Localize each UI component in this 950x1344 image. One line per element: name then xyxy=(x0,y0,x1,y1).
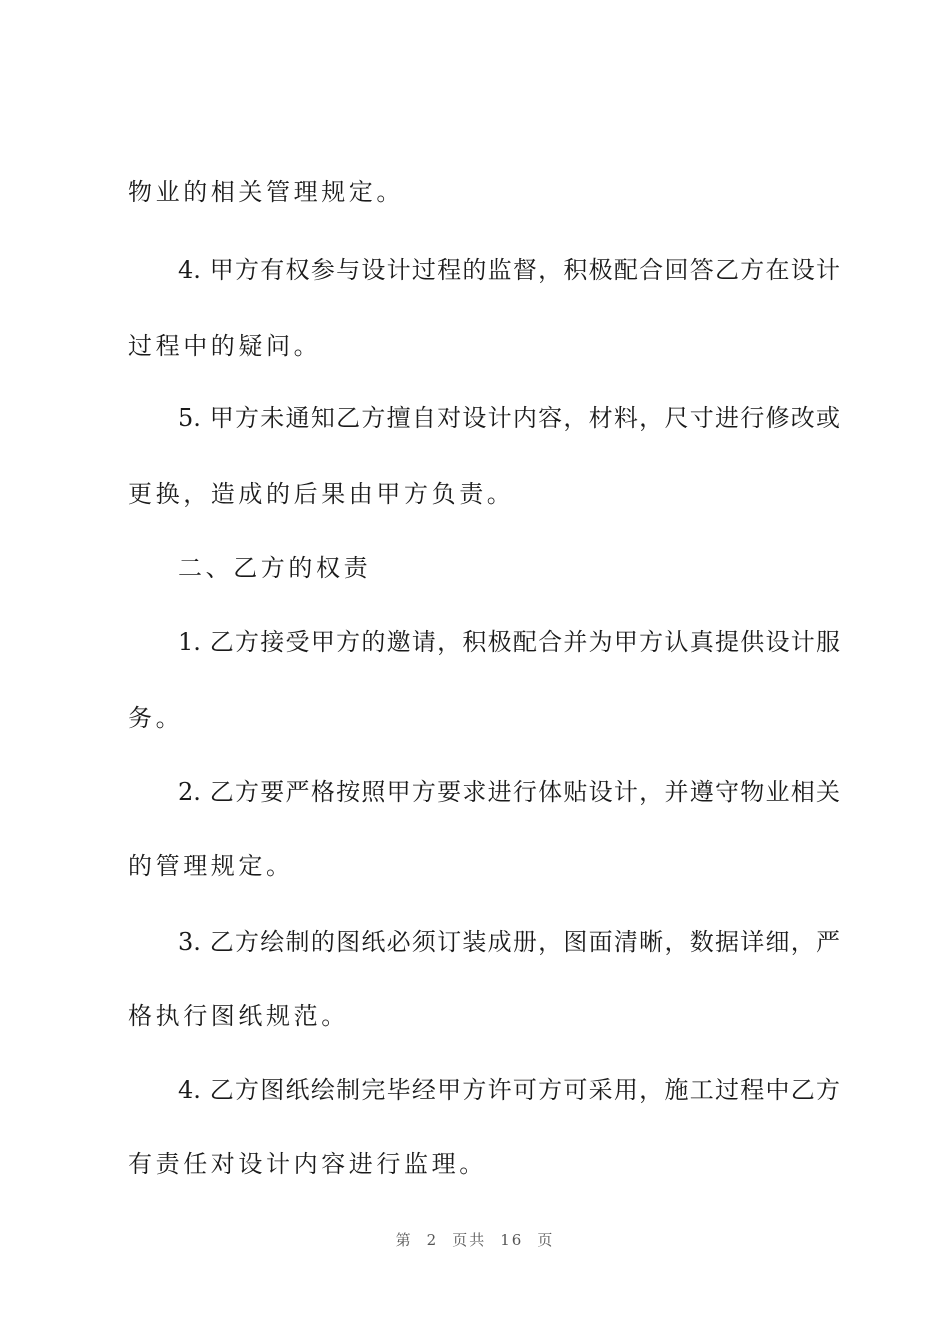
paragraph-line xyxy=(0,250,950,290)
section-heading xyxy=(0,548,950,588)
paragraph-line xyxy=(0,846,950,886)
paragraph-line xyxy=(0,1070,950,1110)
line-text: 2. 乙方要严格按照甲方要求进行体贴设计，并遵守物业相关 xyxy=(178,778,840,806)
footer-middle: 页共 xyxy=(452,1231,487,1249)
line-text: 4. 乙方图纸绘制完毕经甲方许可方可采用，施工过程中乙方 xyxy=(178,1076,840,1104)
line-text: 5. 甲方未通知乙方擅自对设计内容，材料，尺寸进行修改或 xyxy=(178,404,840,432)
heading-text: 二、乙方的权责 xyxy=(178,554,372,582)
paragraph-line xyxy=(0,398,950,438)
current-page-number: 2 xyxy=(426,1231,439,1249)
paragraph-line xyxy=(0,772,950,812)
line-text: 物业的相关管理规定。 xyxy=(128,178,404,206)
page-footer xyxy=(0,1226,950,1254)
line-text: 3. 乙方绘制的图纸必须订装成册，图面清晰，数据详细，严 xyxy=(178,928,840,956)
paragraph-line xyxy=(0,922,950,962)
line-text: 务。 xyxy=(128,704,184,732)
line-text: 更换，造成的后果由甲方负责。 xyxy=(128,480,515,508)
line-text: 的管理规定。 xyxy=(128,852,294,880)
paragraph-line xyxy=(0,996,950,1036)
paragraph-line xyxy=(0,326,950,366)
total-pages-number: 16 xyxy=(500,1231,524,1249)
line-text: 格执行图纸规范。 xyxy=(128,1002,349,1030)
paragraph-line xyxy=(0,698,950,738)
paragraph-line xyxy=(0,474,950,514)
line-text: 4. 甲方有权参与设计过程的监督，积极配合回答乙方在设计 xyxy=(178,256,840,284)
line-text: 有责任对设计内容进行监理。 xyxy=(128,1150,487,1178)
line-text: 过程中的疑问。 xyxy=(128,332,322,360)
paragraph-line xyxy=(0,1144,950,1184)
paragraph-line xyxy=(0,622,950,662)
footer-prefix: 第 xyxy=(395,1231,413,1249)
footer-suffix: 页 xyxy=(537,1231,555,1249)
line-text: 1. 乙方接受甲方的邀请，积极配合并为甲方认真提供设计服 xyxy=(178,628,840,656)
paragraph-line xyxy=(0,172,950,212)
